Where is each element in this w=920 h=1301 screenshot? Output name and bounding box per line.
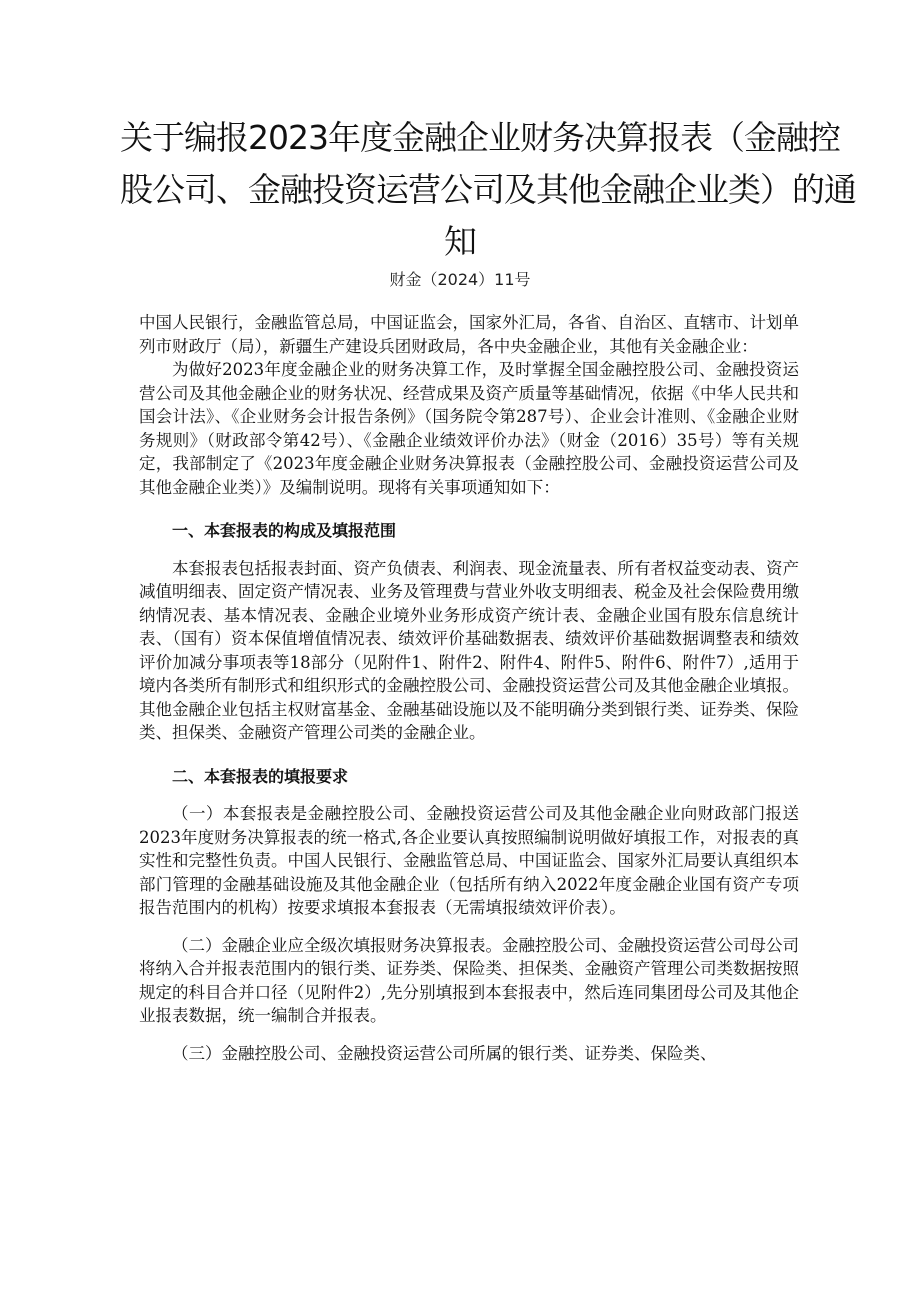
document-title <box>120 112 856 268</box>
section-2-item-3: （三）金融控股公司、金融投资运营公司所属的银行类、证券类、保险类、 <box>172 1043 717 1063</box>
intro-paragraph: 为做好2023年度金融企业的财务决算工作，及时掌握全国金融控股公司、金融投资运营公司及其他金融企业的财务状况、经营成果及资产质量等基础情况，依据《中华人民共和国会计法》、《企业财务会计报告条例》（国务院令第287号）、企业会计准则、《金融企业财务规则》（财政部令第42号）、《金融企业绩效评价办法》（财金（2016）35号）等有关规定，我部制定了《2023年度金融企业财务决算报表（金融控股公司、金融投资运营公司及其他金融企业类）》及编制说明。现将有关事项通知如下： <box>139 360 799 497</box>
section-1-heading: 一、本套报表的构成及填报范围 <box>172 521 397 540</box>
title-line-3: 知 <box>444 222 476 261</box>
title-line-1: 关于编报2023年度金融企业财务决算报表（金融控 <box>120 118 840 157</box>
section-1-paragraph: 本套报表包括报表封面、资产负债表、利润表、现金流量表、所有者权益变动表、资产减值明细表、固定资产情况表、业务及管理费与营业外收支明细表、税金及社会保险费用缴纳情况表、基本情况表、金融企业境外业务形成资产统计表、金融企业国有股东信息统计表、（国有）资本保值增值情况表、绩效评价基础数据表、绩效评价基础数据调整表和绩效评价加减分事项表等18部分（见附件1、附件2、附件4、附件5、附件6、附件7）,适用于境内各类所有制形式和组织形式的金融控股公司、金融投资运营公司及其他金融企业填报。其他金融企业包括主权财富基金、金融基础设施以及不能明确分类到银行类、证券类、保险类、担保类、金融资产管理公司类的金融企业。 <box>139 558 799 742</box>
section-2-item-1: （一）本套报表是金融控股公司、金融投资运营公司及其他金融企业向财政部门报送2023年度财务决算报表的统一格式,各企业要认真按照编制说明做好填报工作，对报表的真实性和完整性负责。中国人民银行、金融监管总局、中国证监会、国家外汇局要认真组织本部门管理的金融基础设施及其他金融企业（包括所有纳入2022年度金融企业国有资产专项报告范围内的机构）按要求填报本套报表（无需填报绩效评价表）。 <box>139 804 799 917</box>
recipients-paragraph: 中国人民银行，金融监管总局，中国证监会，国家外汇局，各省、自治区、直辖市、计划单列市财政厅（局），新疆生产建设兵团财政局，各中央金融企业，其他有关金融企业： <box>139 313 799 356</box>
section-2-heading: 二、本套报表的填报要求 <box>172 766 349 786</box>
document-body <box>139 311 799 1065</box>
title-line-2: 股公司、金融投资运营公司及其他金融企业类）的通 <box>120 170 856 209</box>
section-2-item-2: （二）金融企业应全级次填报财务决算报表。金融控股公司、金融投资运营公司母公司将纳入合并报表范围内的银行类、证券类、保险类、担保类、金融资产管理公司类数据按照规定的科目合并口径（见附件2）,先分别填报到本套报表中，然后连同集团母公司及其他企业报表数据，统一编制合并报表。 <box>139 935 799 1025</box>
document-number: 财金（2024）11号 <box>389 270 531 289</box>
